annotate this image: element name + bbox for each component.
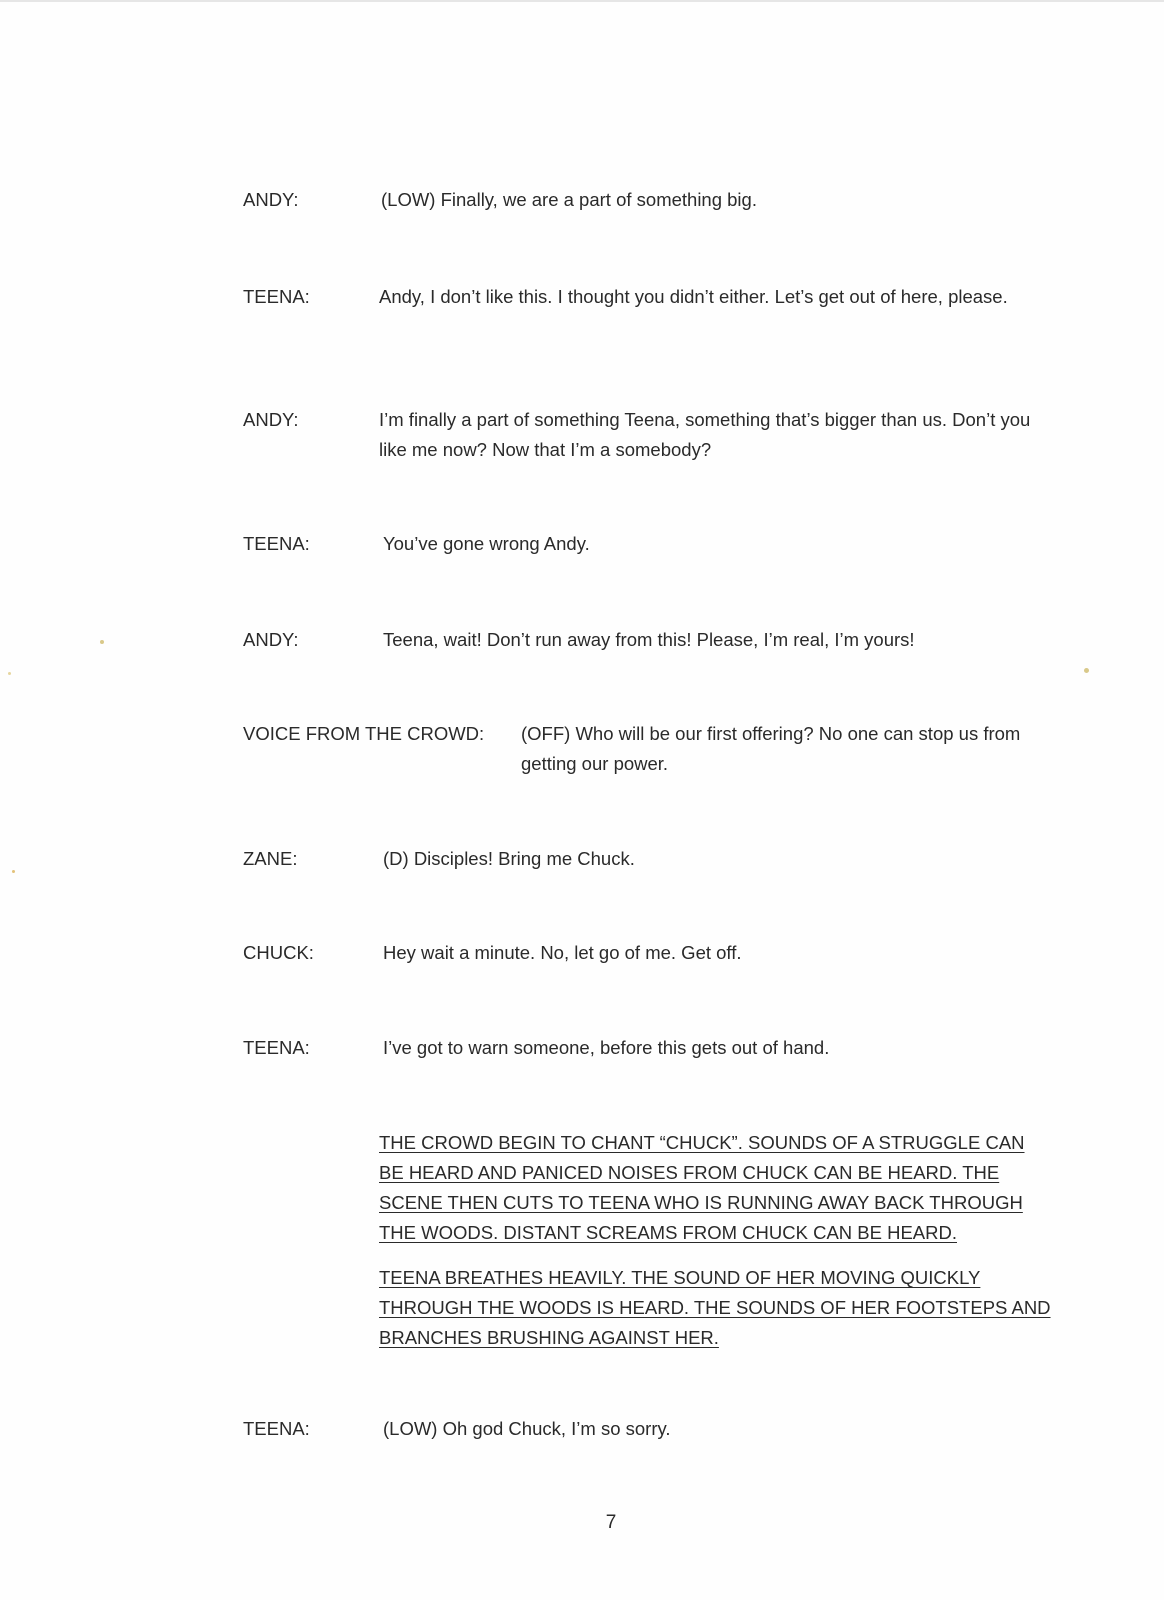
dialogue-line: You’ve gone wrong Andy. bbox=[383, 533, 590, 554]
scan-speck bbox=[100, 640, 104, 644]
speaker-teena: TEENA: bbox=[243, 1037, 310, 1058]
dialogue-line: Teena, wait! Don’t run away from this! Please, I’m real, I’m yours! bbox=[383, 629, 915, 650]
scan-edge bbox=[0, 0, 1164, 2]
dialogue-line: I’ve got to warn someone, before this gets out of hand. bbox=[383, 1037, 830, 1058]
dialogue-line: (OFF) Who will be our first offering? No one can stop us from getting our power. bbox=[521, 723, 1021, 774]
speaker-teena: TEENA: bbox=[243, 286, 310, 307]
scan-speck bbox=[1084, 668, 1089, 673]
scan-speck bbox=[8, 672, 11, 675]
speaker-zane: ZANE: bbox=[243, 848, 298, 869]
speaker-chuck: CHUCK: bbox=[243, 942, 314, 963]
page-number: 7 bbox=[605, 1512, 617, 1533]
speaker-teena: TEENA: bbox=[243, 533, 310, 554]
dialogue-line: (LOW) Oh god Chuck, I’m so sorry. bbox=[383, 1418, 671, 1439]
dialogue-line: Andy, I don’t like this. I thought you didn’t either. Let’s get out of here, please. bbox=[379, 286, 1008, 307]
speaker-teena: TEENA: bbox=[243, 1418, 310, 1439]
speaker-voice-from-the-crowd: VOICE FROM THE CROWD: bbox=[243, 723, 485, 744]
dialogue-line: (LOW) Finally, we are a part of something big. bbox=[381, 189, 757, 210]
speaker-andy: ANDY: bbox=[243, 409, 299, 430]
dialogue-line: Hey wait a minute. No, let go of me. Get off. bbox=[383, 942, 742, 963]
stage-direction: THE CROWD BEGIN TO CHANT “CHUCK”. SOUNDS OF A STRUGGLE CAN BE HEARD AND PANICED NOISES FROM CHUCK CAN BE HEARD. THE SCENE THEN CUTS TO TEENA WHO IS RUNNING AWAY BACK THROUGH THE WOODS. DISTANT SCREAMS FROM CHUCK CAN BE HEARD. bbox=[379, 1132, 1025, 1243]
dialogue-line: I’m finally a part of something Teena, something that’s bigger than us. Don’t you like me now? Now that I’m a somebody? bbox=[379, 409, 1031, 460]
dialogue-line: (D) Disciples! Bring me Chuck. bbox=[383, 848, 635, 869]
speaker-andy: ANDY: bbox=[243, 189, 299, 210]
scan-speck bbox=[12, 870, 15, 873]
speaker-andy: ANDY: bbox=[243, 629, 299, 650]
stage-direction: TEENA BREATHES HEAVILY. THE SOUND OF HER MOVING QUICKLY THROUGH THE WOODS IS HEARD. THE SOUNDS OF HER FOOTSTEPS AND BRANCHES BRUSHING AGAINST HER. bbox=[379, 1267, 1051, 1348]
